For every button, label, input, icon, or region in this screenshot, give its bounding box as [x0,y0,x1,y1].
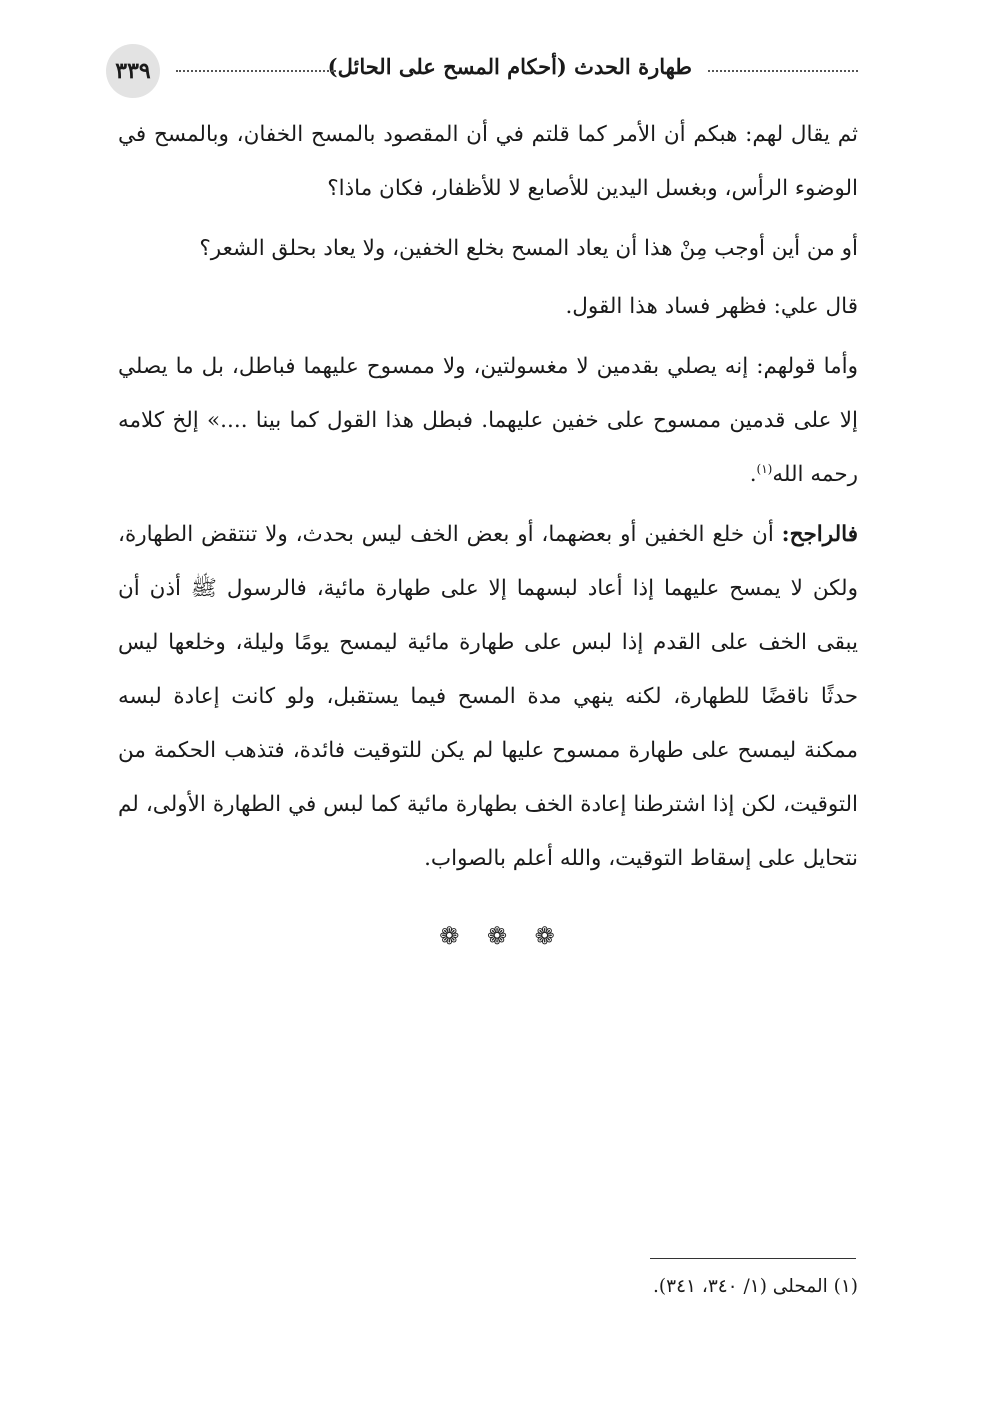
main-text [118,108,858,890]
paragraph-4-text: وأما قولهم: إنه يصلي بقدمين لا مغسولتين، ولا ممسوح عليهما فباطل، بل ما يصلي إلا على قدمين ممسوح على خفين عليهما. فبطل هذا القول كما بينا ....» إلخ كلامه رحمه الله [118,354,858,487]
paragraph-2: أو من أين أوجب مِنْ هذا أن يعاد المسح بخلع الخفين، ولا يعاد بحلق الشعر؟ [199,236,858,261]
header-title: طهارة الحدث (أحكام المسح على الحائل) [327,54,692,79]
paragraph-5 [118,508,858,886]
paragraph-5-text: أن خلع الخفين أو بعضهما، أو بعض الخف ليس بحدث، ولا تنتقض الطهارة، ولكن لا يمسح عليهما إذا أعاد لبسهما إلا على طهارة مائية، فالرسول ﷺ أذن أن يبقى الخف على القدم إذا لبس على طهارة مائية ليمسح يومًا وليلة، وخلعها ليس حدثًا ناقضًا للطهارة، لكنه ينهي مدة المسح فيما يستقبل، ولو كانت إعادة لبسه ممكنة ليمسح على طهارة ممسوح عليها لم يكن للتوقيت فائدة، فتذهب الحكمة من التوقيت، لكن إذا اشترطنا إعادة الخف بطهارة مائية كما لبس في الطهارة الأولى، لم نتحايل على إسقاط التوقيت، والله أعلم بالصواب. [118,522,858,871]
rajih-label: فالراجح: [781,522,858,547]
footnote-ref[interactable]: (١) [756,461,773,476]
paragraph-4-end: . [749,462,757,487]
header-dots-right [708,70,858,72]
paragraph-4 [118,340,858,502]
running-header [106,44,858,100]
header-dots-left [176,70,336,72]
footnote-separator [650,1258,856,1259]
section-divider-ornament: ❁ ❁ ❁ [439,922,565,950]
footnote: (١) المحلى (١/ ٣٤٠، ٣٤١). [653,1276,858,1297]
page-number: ٣٣٩ [106,44,160,98]
paragraph-3: قال علي: فظهر فساد هذا القول. [565,294,858,319]
paragraph-1: ثم يقال لهم: هبكم أن الأمر كما قلتم في أن المقصود بالمسح الخفان، وبالمسح في الوضوء الرأس، وبغسل اليدين للأصابع لا للأظفار، فكان ماذا؟ [118,122,858,201]
